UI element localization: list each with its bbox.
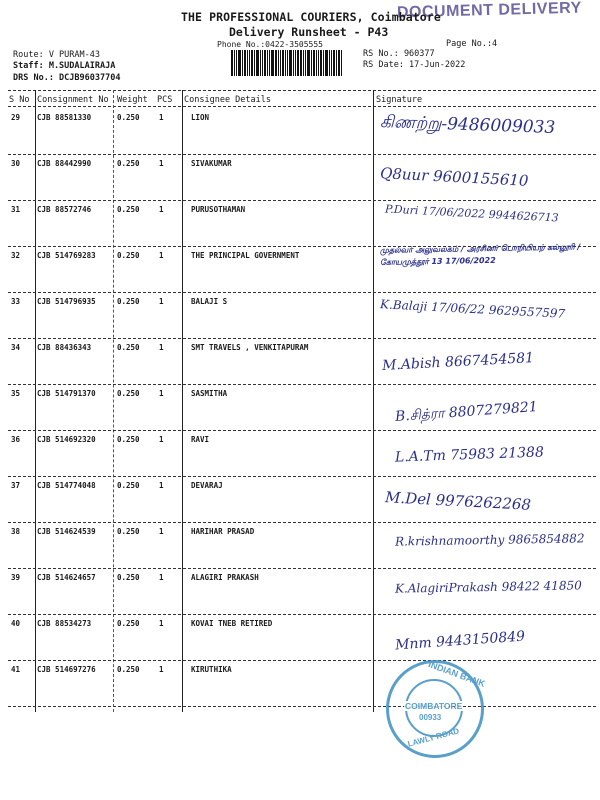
row-sno: 32 (11, 251, 21, 260)
row-sno: 39 (11, 573, 21, 582)
consignee-name: HARIHAR PRASAD (191, 527, 255, 536)
col-consignment: Consignment No (37, 95, 109, 105)
col-sno: S No (9, 95, 30, 105)
signature-row-38: R.krishnamoorthy 9865854882 (394, 531, 585, 549)
row-sno: 29 (11, 113, 21, 122)
signature-row-30: Q8uur 9600155610 (379, 164, 529, 190)
consignee-name: SMT TRAVELS , VENKITAPURAM (191, 343, 309, 352)
signature-row-35: B.சித்ரா 8807279821 (394, 399, 539, 425)
weight-value: 0.250 (117, 527, 140, 536)
weight-value: 0.250 (117, 389, 140, 398)
consignee-name: KOVAI TNEB RETIRED (191, 619, 273, 628)
signature-row-34: M.Abish 8667454581 (381, 350, 535, 374)
pcs-value: 1 (159, 573, 164, 582)
pcs-value: 1 (159, 481, 164, 490)
consignee-name: THE PRINCIPAL GOVERNMENT (191, 251, 300, 260)
table-row (0, 665, 600, 711)
row-sno: 35 (11, 389, 21, 398)
weight-value: 0.250 (117, 343, 140, 352)
consignment-number: CJB 514791370 (37, 389, 96, 398)
signature-row-31: P.Duri 17/06/2022 9944626713 (384, 202, 559, 225)
consignee-name: ALAGIRI PRAKASH (191, 573, 259, 582)
consignment-number: CJB 88442990 (37, 159, 92, 168)
consignee-name: RAVI (191, 435, 210, 444)
pcs-value: 1 (159, 297, 164, 306)
pcs-value: 1 (159, 343, 164, 352)
consignment-number: CJB 514624539 (37, 527, 96, 536)
weight-value: 0.250 (117, 665, 140, 674)
drs-number: DRS No.: DCJB96037704 (13, 73, 121, 83)
pcs-value: 1 (159, 619, 164, 628)
signature-row-29: கிணற்று-9486009033 (379, 111, 556, 139)
consignee-name: SASMITHA (191, 389, 228, 398)
row-sno: 37 (11, 481, 21, 490)
pcs-value: 1 (159, 389, 164, 398)
consignee-name: SIVAKUMAR (191, 159, 232, 168)
row-sno: 41 (11, 665, 21, 674)
row-sno: 34 (11, 343, 21, 352)
signature-row-40: Mnm 9443150849 (394, 628, 526, 654)
phone-number: Phone No.:0422-3505555 (217, 40, 323, 49)
col-consignee: Consignee Details (184, 95, 271, 105)
row-sno: 40 (11, 619, 21, 628)
consignee-name: KIRUTHIKA (191, 665, 232, 674)
weight-value: 0.250 (117, 481, 140, 490)
staff-label: Staff: M.SUDALAIRAJA (13, 61, 116, 71)
col-weight: Weight (117, 95, 148, 105)
row-sno: 31 (11, 205, 21, 214)
consignee-name: DEVARAJ (191, 481, 223, 490)
weight-value: 0.250 (117, 113, 140, 122)
consignment-number: CJB 514769283 (37, 251, 96, 260)
rs-date: RS Date: 17-Jun-2022 (363, 60, 466, 70)
weight-value: 0.250 (117, 297, 140, 306)
consignee-name: LION (191, 113, 210, 122)
weight-value: 0.250 (117, 435, 140, 444)
consignment-number: CJB 88534273 (37, 619, 92, 628)
barcode (231, 50, 349, 76)
pcs-value: 1 (159, 113, 164, 122)
signature-row-37: M.Del 9976262268 (384, 488, 532, 514)
consignment-number: CJB 514796935 (37, 297, 96, 306)
weight-value: 0.250 (117, 205, 140, 214)
signature-row-36: L.A.Tm 75983 21388 (394, 444, 545, 466)
consignment-number: CJB 514697276 (37, 665, 96, 674)
signature-row-33: K.Balaji 17/06/22 9629557597 (379, 297, 566, 321)
pcs-value: 1 (159, 665, 164, 674)
row-sno: 38 (11, 527, 21, 536)
consignment-number: CJB 514692320 (37, 435, 96, 444)
consignee-name: BALAJI S (191, 297, 228, 306)
pcs-value: 1 (159, 159, 164, 168)
row-sno: 36 (11, 435, 21, 444)
pcs-value: 1 (159, 205, 164, 214)
consignee-name: PURUSOTHAMAN (191, 205, 246, 214)
weight-value: 0.250 (117, 251, 140, 260)
weight-value: 0.250 (117, 619, 140, 628)
weight-value: 0.250 (117, 159, 140, 168)
signature-row-39: K.AlagiriPrakash 98422 41850 (394, 578, 582, 596)
pcs-value: 1 (159, 251, 164, 260)
consignment-number: CJB 514624657 (37, 573, 96, 582)
document-delivery-stamp: DOCUMENT DELIVERY (396, 0, 582, 22)
runsheet-title: Delivery Runsheet - P43 (229, 25, 389, 39)
consignment-number: CJB 514774048 (37, 481, 96, 490)
consignment-number: CJB 88436343 (37, 343, 92, 352)
pcs-value: 1 (159, 435, 164, 444)
route-label: Route: V PURAM-43 (13, 50, 100, 60)
col-pcs: PCS (157, 95, 173, 105)
consignment-number: CJB 88581330 (37, 113, 92, 122)
rs-number: RS No.: 960377 (363, 49, 435, 59)
pcs-value: 1 (159, 527, 164, 536)
col-signature: Signature (376, 95, 423, 105)
row-sno: 33 (11, 297, 21, 306)
principal-office-stamp: முதல்வர் அலுவலகம் / அரசினர் பொறியியற் கல்லூரி / கோயமுத்தூர் 13 17/06/2022 (379, 242, 581, 267)
consignment-number: CJB 88572746 (37, 205, 92, 214)
row-sno: 30 (11, 159, 21, 168)
weight-value: 0.250 (117, 573, 140, 582)
page-number: Page No.:4 (446, 39, 498, 49)
company-title: THE PROFESSIONAL COURIERS, Coimbatore (181, 10, 441, 24)
indian-bank-stamp: INDIAN BANK COIMBATORE 00933 LAWLY ROAD (386, 660, 484, 758)
